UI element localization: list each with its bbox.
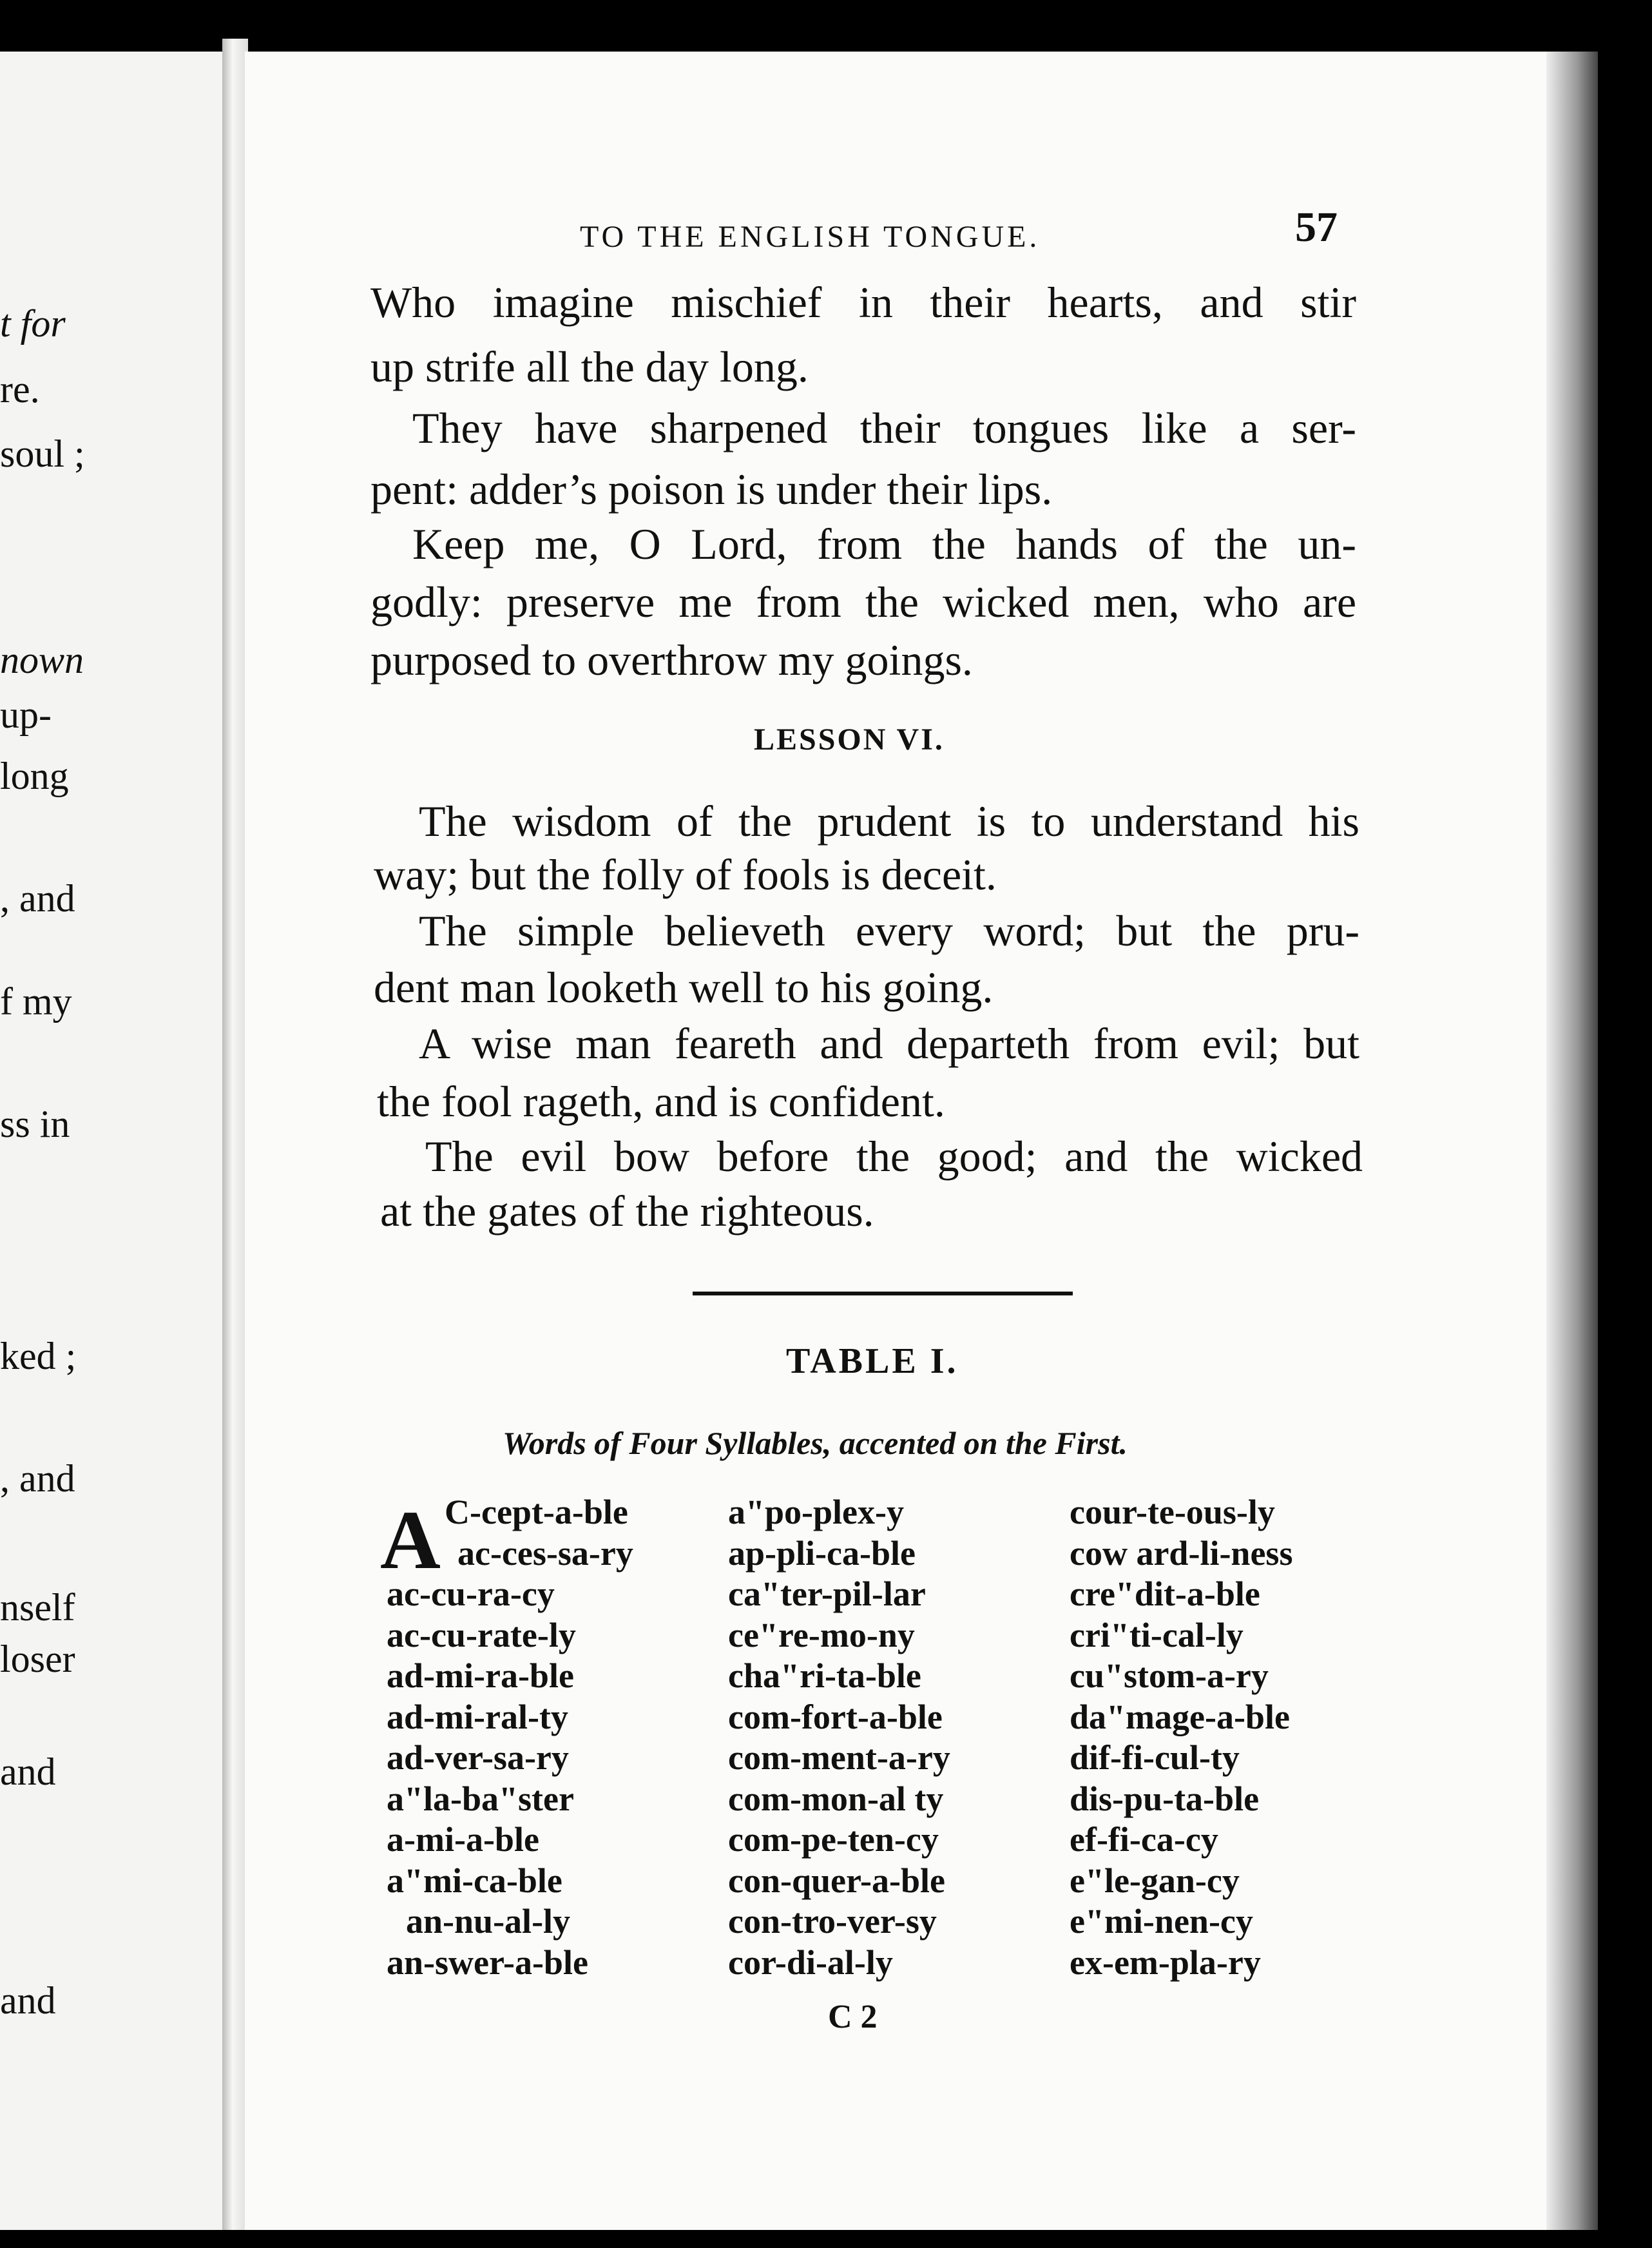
table-word: cha"ri-ta-ble	[728, 1656, 921, 1695]
margin-fragment: f my	[0, 980, 72, 1023]
margin-fragment: and	[0, 1750, 56, 1793]
left-page	[0, 52, 232, 2230]
margin-fragment: t for	[0, 302, 66, 345]
page-edge	[1546, 52, 1598, 2230]
table-word: ex-em-pla-ry	[1070, 1943, 1261, 1982]
verse-line: Keep me, O Lord, from the hands of the un-	[412, 519, 1356, 568]
verse-line: The simple believeth every word; but the pru-	[419, 906, 1359, 955]
verse-line: pent: adder’s poison is under their lips.	[370, 465, 1053, 514]
verse-line: Who imagine mischief in their hearts, and stir	[370, 278, 1356, 327]
word-column-3	[1070, 1492, 1292, 1983]
drop-cap: A	[380, 1494, 441, 1587]
verse-line: A wise man feareth and departeth from evil; but	[419, 1019, 1359, 1068]
table-word: cor-di-al-ly	[728, 1943, 893, 1982]
table-word: da"mage-a-ble	[1070, 1697, 1290, 1736]
table-word: ap-pli-ca-ble	[728, 1533, 916, 1573]
margin-fragment: long	[0, 755, 69, 797]
table-word: dif-fi-cul-ty	[1070, 1738, 1240, 1777]
verse-line: The evil bow before the good; and the wicked	[425, 1132, 1363, 1181]
margin-fragment: , and	[0, 1457, 75, 1500]
table-word: dis-pu-ta-ble	[1070, 1779, 1260, 1818]
margin-fragment: loser	[0, 1638, 75, 1680]
table-word: cow ard-li-ness	[1070, 1533, 1293, 1573]
table-word: ca"ter-pil-lar	[728, 1575, 926, 1613]
table-word: ac-cu-ra-cy	[387, 1575, 555, 1613]
verse-line: up strife all the day long.	[370, 342, 809, 391]
table-word: com-ment-a-ry	[728, 1738, 950, 1777]
margin-fragment: and	[0, 1979, 56, 2022]
table-word: an-swer-a-ble	[387, 1943, 588, 1982]
table-word: con-quer-a-ble	[728, 1861, 945, 1900]
table-word: a"la-ba"ster	[387, 1779, 574, 1818]
table-word: cour-te-ous-ly	[1070, 1493, 1275, 1531]
table-word: an-nu-al-ly	[406, 1902, 571, 1941]
signature-mark: C 2	[828, 1999, 878, 2035]
margin-fragment: up-	[0, 693, 52, 736]
margin-fragment: nown	[0, 639, 84, 681]
table-word: con-tro-ver-sy	[728, 1902, 937, 1941]
section-rule	[693, 1292, 1073, 1295]
table-word: ce"re-mo-ny	[728, 1615, 915, 1654]
book-gutter	[222, 39, 248, 2230]
margin-fragment: , and	[0, 877, 75, 920]
margin-fragment: re.	[0, 368, 40, 411]
table-word: ad-mi-ral-ty	[387, 1697, 568, 1736]
table-word: ad-mi-ra-ble	[387, 1656, 574, 1695]
table-word: cri"ti-cal-ly	[1070, 1615, 1244, 1654]
table-word: cu"stom-a-ry	[1070, 1656, 1269, 1695]
margin-fragment: nself	[0, 1586, 75, 1629]
margin-fragment: ss in	[0, 1103, 70, 1145]
table-word: ef-fi-ca-cy	[1070, 1820, 1218, 1859]
word-column-2	[728, 1492, 950, 1983]
verse-line: They have sharpened their tongues like a ser-	[412, 403, 1356, 452]
verse-line: purposed to overthrow my goings.	[370, 635, 973, 684]
verse-line: at the gates of the righteous.	[380, 1187, 874, 1235]
table-word: C-cept-a-ble	[445, 1493, 628, 1531]
table-word: ad-ver-sa-ry	[387, 1738, 569, 1777]
table-word: com-pe-ten-cy	[728, 1820, 939, 1859]
table-title: TABLE I.	[786, 1341, 959, 1381]
table-word: ac-cu-rate-ly	[387, 1615, 576, 1654]
table-word: e"mi-nen-cy	[1070, 1902, 1253, 1941]
table-word: cre"dit-a-ble	[1070, 1575, 1260, 1613]
verse-line: godly: preserve me from the wicked men, who are	[370, 577, 1356, 626]
running-head: TO THE ENGLISH TONGUE.	[580, 220, 1041, 254]
table-word: a"mi-ca-ble	[387, 1861, 562, 1900]
word-column-1	[387, 1492, 633, 1983]
table-subtitle: Words of Four Syllables, accented on the First.	[503, 1425, 1128, 1461]
verse-line: The wisdom of the prudent is to understand his	[419, 797, 1359, 846]
lesson-heading: LESSON VI.	[754, 722, 945, 757]
table-word: ac-ces-sa-ry	[457, 1533, 633, 1573]
table-word: com-mon-al ty	[728, 1779, 944, 1818]
table-word: com-fort-a-ble	[728, 1697, 943, 1736]
verse-line: dent man looketh well to his going.	[374, 963, 994, 1012]
margin-fragment: ked ;	[0, 1335, 77, 1377]
table-word: e"le-gan-cy	[1070, 1861, 1240, 1900]
page-number: 57	[1295, 204, 1338, 251]
verse-line: the fool rageth, and is confident.	[377, 1077, 945, 1126]
verse-line: way; but the folly of fools is deceit.	[374, 850, 997, 899]
table-word: a"po-plex-y	[728, 1493, 904, 1531]
margin-fragment: soul ;	[0, 432, 85, 475]
table-word: a-mi-a-ble	[387, 1820, 539, 1859]
